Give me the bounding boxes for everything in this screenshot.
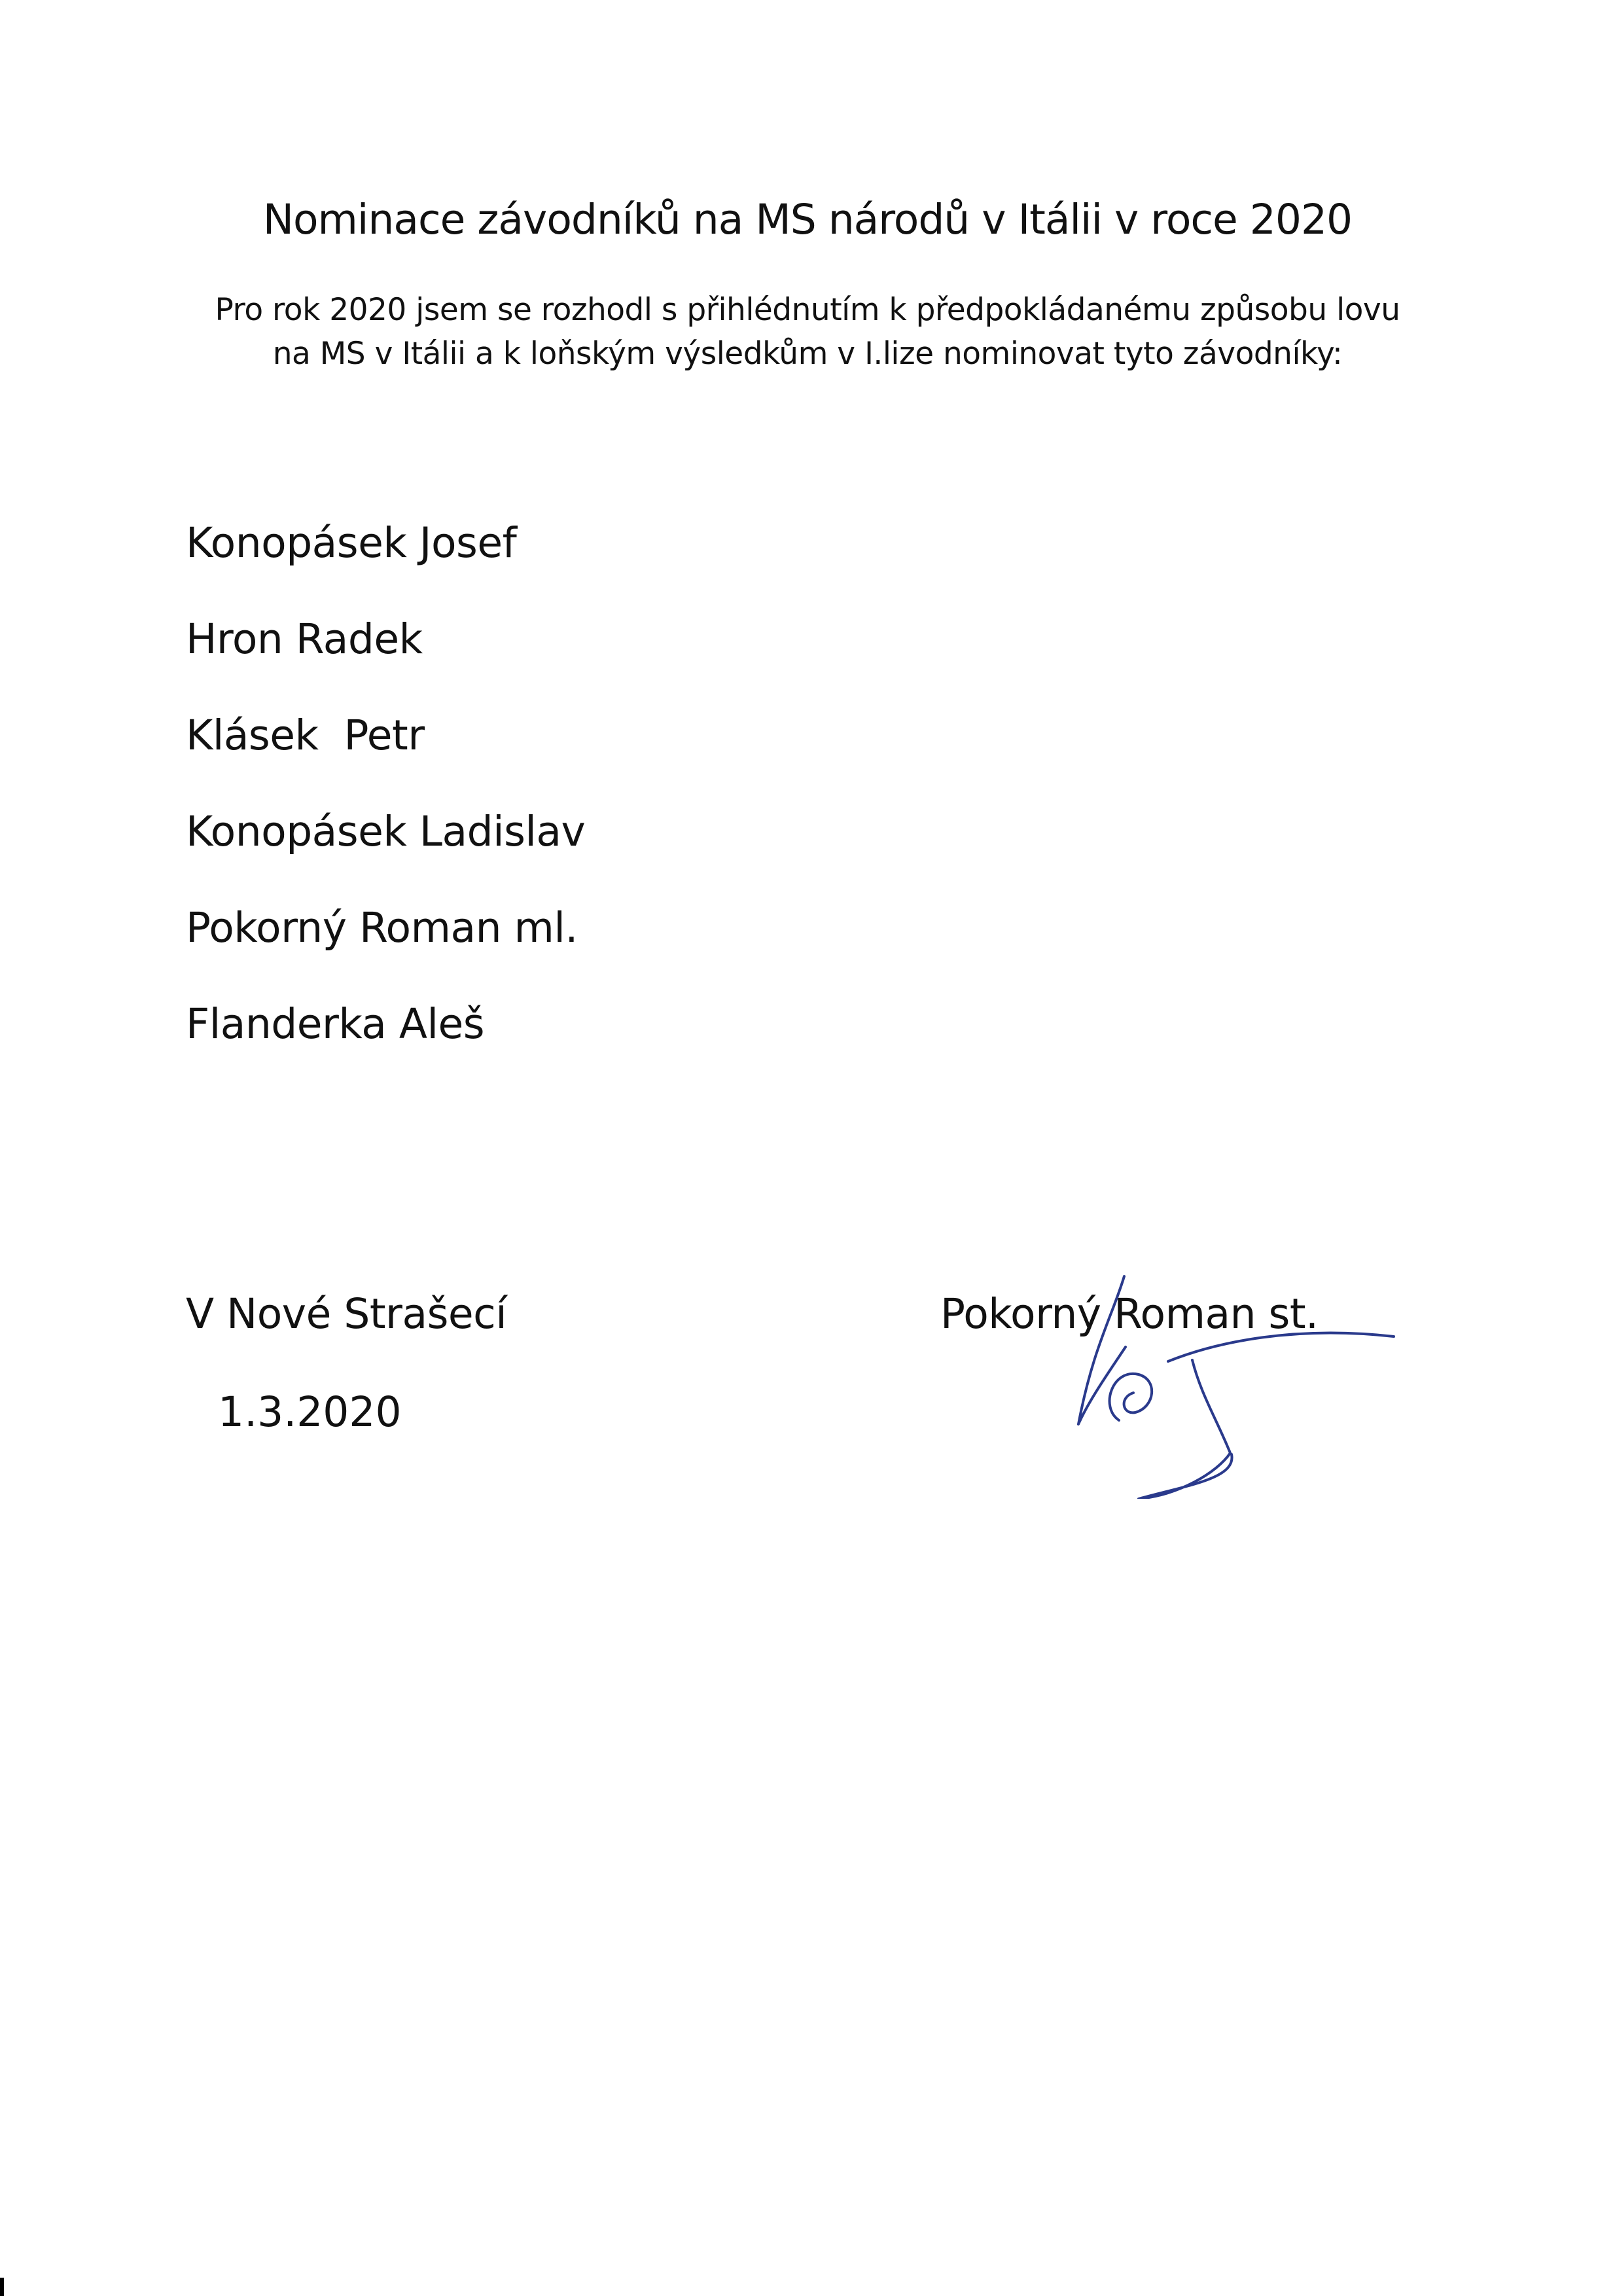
document-title: Nominace závodníků na MS národů v Itálii v roce 2020: [262, 196, 1353, 243]
signer-name: Pokorný Roman st.: [940, 1290, 1319, 1338]
nominee-name: Hron Radek: [186, 615, 423, 663]
intro-paragraph: [0, 288, 1615, 376]
intro-line-1: Pro rok 2020 jsem se rozhodl s přihlédnutím k předpokládanému způsobu lovu: [215, 292, 1400, 328]
date: 1.3.2020: [218, 1388, 402, 1436]
handwritten-signature: [1021, 1263, 1413, 1499]
signature-stroke-cross: [1168, 1333, 1394, 1361]
signature-stroke-loop: [1110, 1374, 1152, 1420]
nominee-name: Klásek Petr: [186, 711, 425, 759]
nominee-name: Konopásek Ladislav: [186, 808, 586, 855]
scan-edge-mark: [0, 2278, 4, 2296]
intro-line-2: na MS v Itálii a k loňským výsledkům v I.lize nominovat tyto závodníky:: [272, 336, 1343, 372]
nominee-name: Flanderka Aleš: [186, 1000, 485, 1048]
signature-stroke-tail: [1139, 1360, 1232, 1499]
place: V Nové Strašecí: [186, 1290, 507, 1338]
nominee-name: Pokorný Roman ml.: [186, 904, 578, 952]
nominee-name: Konopásek Josef: [186, 519, 517, 567]
nominee-list: [186, 517, 1037, 1094]
signature-stroke-main: [1078, 1276, 1126, 1424]
